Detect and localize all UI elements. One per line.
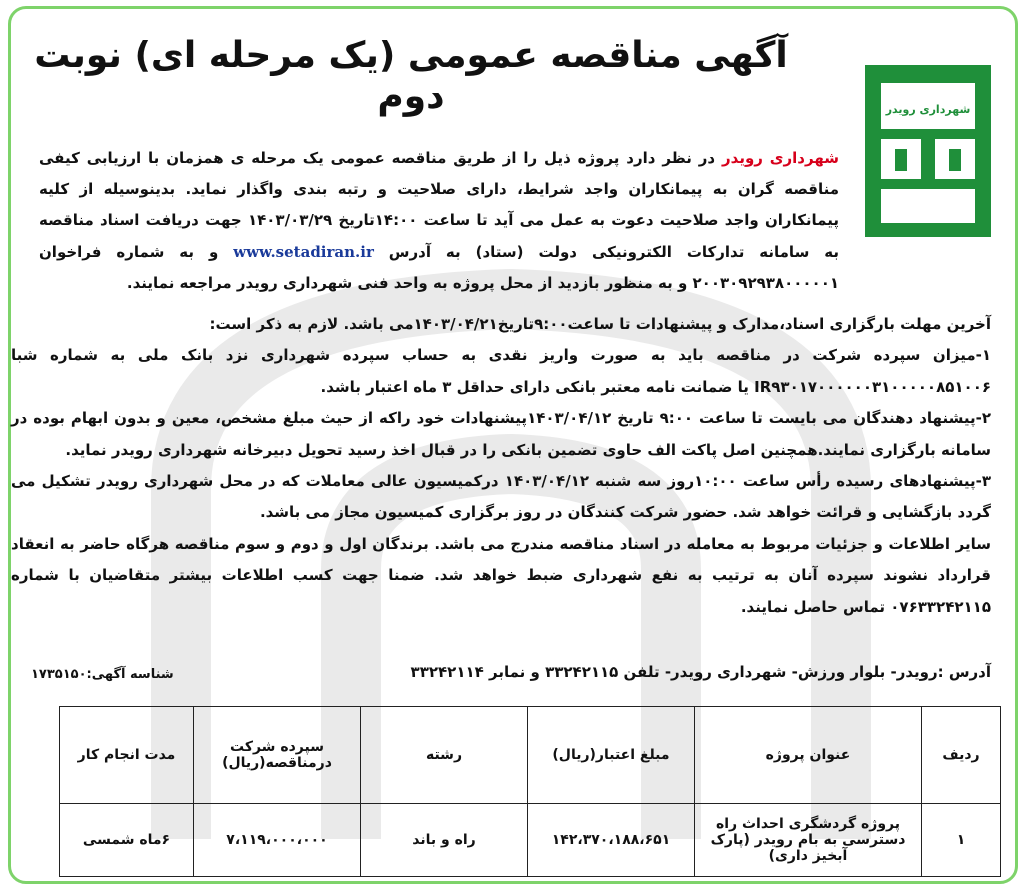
cell-row-number: ۱	[922, 804, 1001, 877]
notice-body	[11, 309, 991, 623]
municipality-name: شهرداری رویدر	[722, 149, 839, 167]
ad-code: شناسه آگهی:۱۷۳۵۱۵۰	[31, 667, 174, 682]
notice-title: آگهی مناقصه عمومی (یک مرحله ای) نوبت دوم	[34, 35, 788, 117]
header-field: رشته	[361, 707, 528, 804]
intro-paragraph	[39, 143, 839, 299]
intro-text-2: و به شماره فراخوان ۲۰۰۳۰۹۲۹۳۸۰۰۰۰۰۱ و به منظور بازدید از محل پروژه به واحد فنی شهرداری رویدر مراجعه نمایند.	[39, 242, 839, 292]
cell-duration: ۶ماه شمسی	[60, 804, 194, 877]
address-text: آدرس :رویدر- بلوار ورزش- شهرداری رویدر- تلفن ۳۳۲۴۲۱۱۵ و نمابر ۳۳۲۴۲۱۱۴	[410, 663, 991, 681]
clause-4: سایر اطلاعات و جزئیات مربوط به معامله در اسناد مناقصه مندرج می باشد. برندگان اول و دوم و سوم مناقصه هرگاه حاضر به انعقاد قرارداد نشوند سپرده آنان به ترتیب به نفع شهرداری ضبط خواهد شد. ضمنا جهت کسب اطلاعات بیشتر متقاضیان با شماره ۰۷۶۳۳۲۴۲۱۱۵ تماس حاصل نمایند.	[11, 534, 991, 616]
cell-project-title: پروژه گردشگری احداث راه دسترسی به بام رویدر (پارک آبخیز داری)	[695, 804, 922, 877]
table-header-row	[60, 707, 1001, 804]
header-duration: مدت انجام کار	[60, 707, 194, 804]
municipality-logo	[865, 65, 991, 237]
address-line	[11, 663, 991, 689]
cell-field: راه و باند	[361, 804, 528, 877]
setadiran-link[interactable]: www.setadiran.ir	[233, 242, 374, 261]
project-table	[59, 706, 1001, 877]
clause-2: ۲-پیشنهاد دهندگان می بایست تا ساعت ۹:۰۰ تاریخ ۱۴۰۳/۰۴/۱۲پیشنهادات خود راکه از حیث مبلغ مشخص، معین و بدون ابهام بوده در سامانه بارگزاری نمایند.همچنین اصل پاکت الف حاوی تضمین بانکی را در قبال اخذ رسید تحویل دبیرخانه شهرداری رویدر نماید.	[11, 409, 991, 459]
notice-frame	[8, 6, 1018, 884]
header-row-number: ردیف	[922, 707, 1001, 804]
cell-deposit: ۷،۱۱۹،۰۰۰،۰۰۰	[194, 804, 361, 877]
logo-caption: شهرداری رویدر	[885, 103, 971, 116]
cell-credit-amount: ۱۴۲،۳۷۰،۱۸۸،۶۵۱	[528, 804, 695, 877]
deadline-text: آخرین مهلت بارگزاری اسناد،مدارک و پیشنهادات تا ساعت۹:۰۰تاریخ۱۴۰۳/۰۴/۲۱می باشد. لازم به ذکر است:	[209, 315, 991, 333]
table-row	[60, 804, 1001, 877]
intro-text-1: در نظر دارد پروژه ذیل را از طریق مناقصه عمومی یک مرحله ی همزمان با ارزیابی کیفی مناقصه گران به پیمانکاران واجد شرایط، دارای صلاحیت و رتبه بندی واگذار نماید. بدینوسیله از کلیه پیمانکاران واجد صلاحیت دعوت به عمل می آید تا ساعت ۱۴:۰۰تاریخ ۱۴۰۳/۰۳/۲۹ جهت دریافت اسناد مناقصه به سامانه تدارکات الکترونیکی دولت (ستاد) به آدرس	[39, 149, 839, 261]
header-project-title: عنوان پروژه	[695, 707, 922, 804]
clause-3: ۳-پیشنهادهای رسیده رأس ساعت ۱۰:۰۰روز سه شنبه ۱۴۰۳/۰۴/۱۲ درکمیسیون عالی معاملات که در محل شهرداری رویدر تشکیل می گردد بازگشایی و قرائت خواهد شد. حضور شرکت کنندگان در روز برگزاری کمیسیون مجاز می باشد.	[11, 472, 991, 522]
header-deposit: سپرده شرکت درمناقصه(ریال)	[194, 707, 361, 804]
header-credit-amount: مبلغ اعتبار(ریال)	[528, 707, 695, 804]
clause-1: ۱-میزان سپرده شرکت در مناقصه باید به صورت واریز نقدی به حساب سپرده شهرداری نزد بانک ملی به شماره شبا IR۹۳۰۱۷۰۰۰۰۰۰۳۱۰۰۰۰۰۸۵۱۰۰۶ یا ضمانت نامه معتبر بانکی دارای حداقل ۳ ماه اعتبار باشد.	[11, 346, 991, 396]
